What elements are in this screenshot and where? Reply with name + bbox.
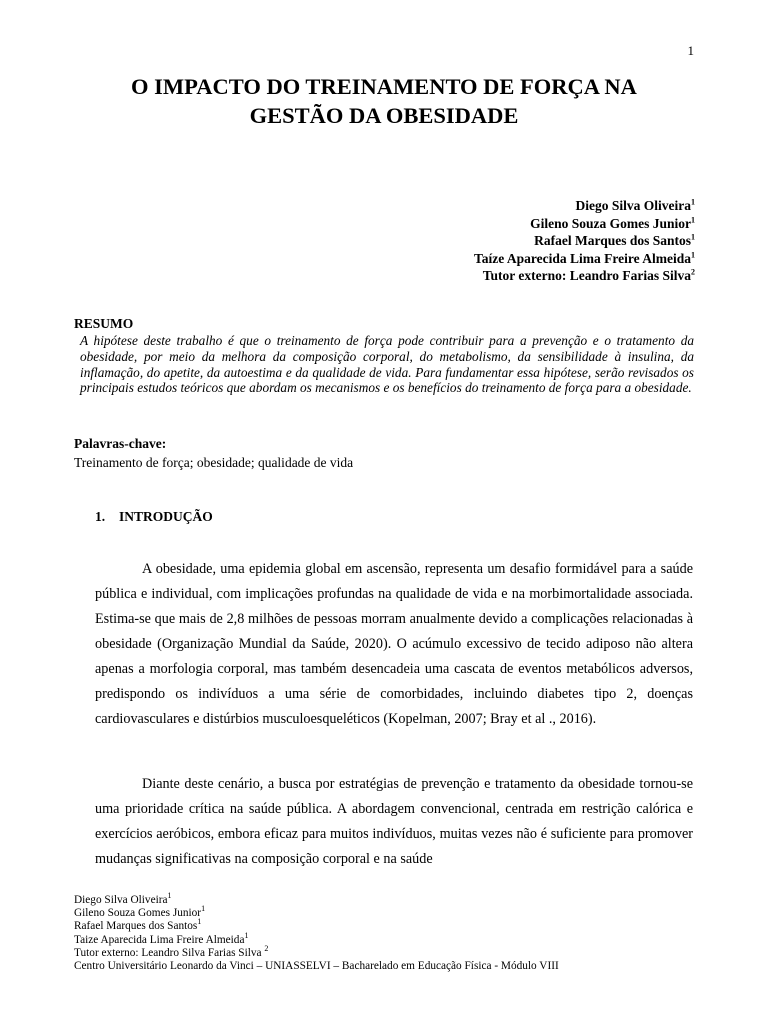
author: Gileno Souza Gomes Junior$^1$ — [530, 215, 695, 231]
author: Rafael Marques dos Santos$^1$ — [534, 232, 695, 248]
body-paragraph: A obesidade, uma epidemia global em ascensão, representa um desafio formidável para a saúde pública e individual, com implicações profundas na qualidade de vida e na morbimortalidade associada. Estima-se que mais de 2,8 milhões de pessoas morram anualmente devido a complicações relacionadas à obesidade (Organização Mundial da Saúde, 2020). O acúmulo excessivo de tecido adiposo não altera apenas a morfologia corporal, mas também desencadeia uma cascata de eventos metabólicos adversos, predispondo os indivíduos a uma série de comorbidades, incluindo diabetes tipo 2, doenças cardiovasculares e distúrbios musculoesqueléticos (Kopelman, 2007; Bray et al ., 2016). — [95, 561, 693, 728]
footer-author: Tutor externo: Leandro Silva Farias Silva $^2$ — [74, 944, 269, 959]
paper-title — [0, 72, 768, 130]
author: Diego Silva Oliveira$^1$ — [575, 197, 695, 213]
abstract-text: A hipótese deste trabalho é que o treinamento de força pode contribuir para a prevenção e o tratamento da obesidade, por meio da melhora da composição corporal, do metabolismo, da sensibilidade à insulina, da inflamação, do apetite, da autoestima e da qualidade de vida. Para fundamentar essa hipótese, serão revisados os principais estudos teóricos que abordam os mecanismos e os benefícios do treinamento de força para a obesidade. — [80, 333, 694, 396]
author: Taíze Aparecida Lima Freire Almeida$^1$ — [474, 250, 695, 266]
section-heading — [95, 509, 213, 525]
page-number: 1 — [687, 43, 694, 58]
abstract-heading: RESUMO — [74, 316, 134, 331]
title-line-1: O IMPACTO DO TREINAMENTO DE FORÇA NA — [131, 74, 637, 99]
author-list — [474, 197, 695, 285]
footer-author: Diego Silva Oliveira$^1$ — [74, 891, 172, 906]
footer-institution: Centro Universitário Leonardo da Vinci – UNIASSELVI – Bacharelado em Educação Física - Módulo VIII — [74, 960, 559, 973]
footer-author: Rafael Marques dos Santos$^1$ — [74, 917, 202, 933]
section-number: 1. — [95, 509, 106, 524]
footer-author: Gileno Souza Gomes Junior$^1$ — [74, 904, 206, 920]
title-line-2: GESTÃO DA OBESIDADE — [249, 103, 519, 128]
keywords-heading: Palavras-chave: — [74, 436, 167, 451]
keywords-text: Treinamento de força; obesidade; qualidade de vida — [74, 455, 354, 470]
author: Tutor externo: Leandro Farias Silva$^2$ — [482, 267, 695, 283]
page-footer — [74, 891, 559, 973]
body-paragraph: Diante deste cenário, a busca por estratégias de prevenção e tratamento da obesidade tornou-se uma prioridade crítica na saúde pública. A abordagem convencional, centrada em restrição calórica e exercícios aeróbicos, embora eficaz para muitos indivíduos, muitas vezes não é suficiente para promover mudanças significativas na composição corporal e na saúde — [95, 776, 693, 868]
section-title: INTRODUÇÃO — [119, 509, 213, 524]
footer-author: Taize Aparecida Lima Freire Almeida$^1$ — [74, 930, 249, 946]
